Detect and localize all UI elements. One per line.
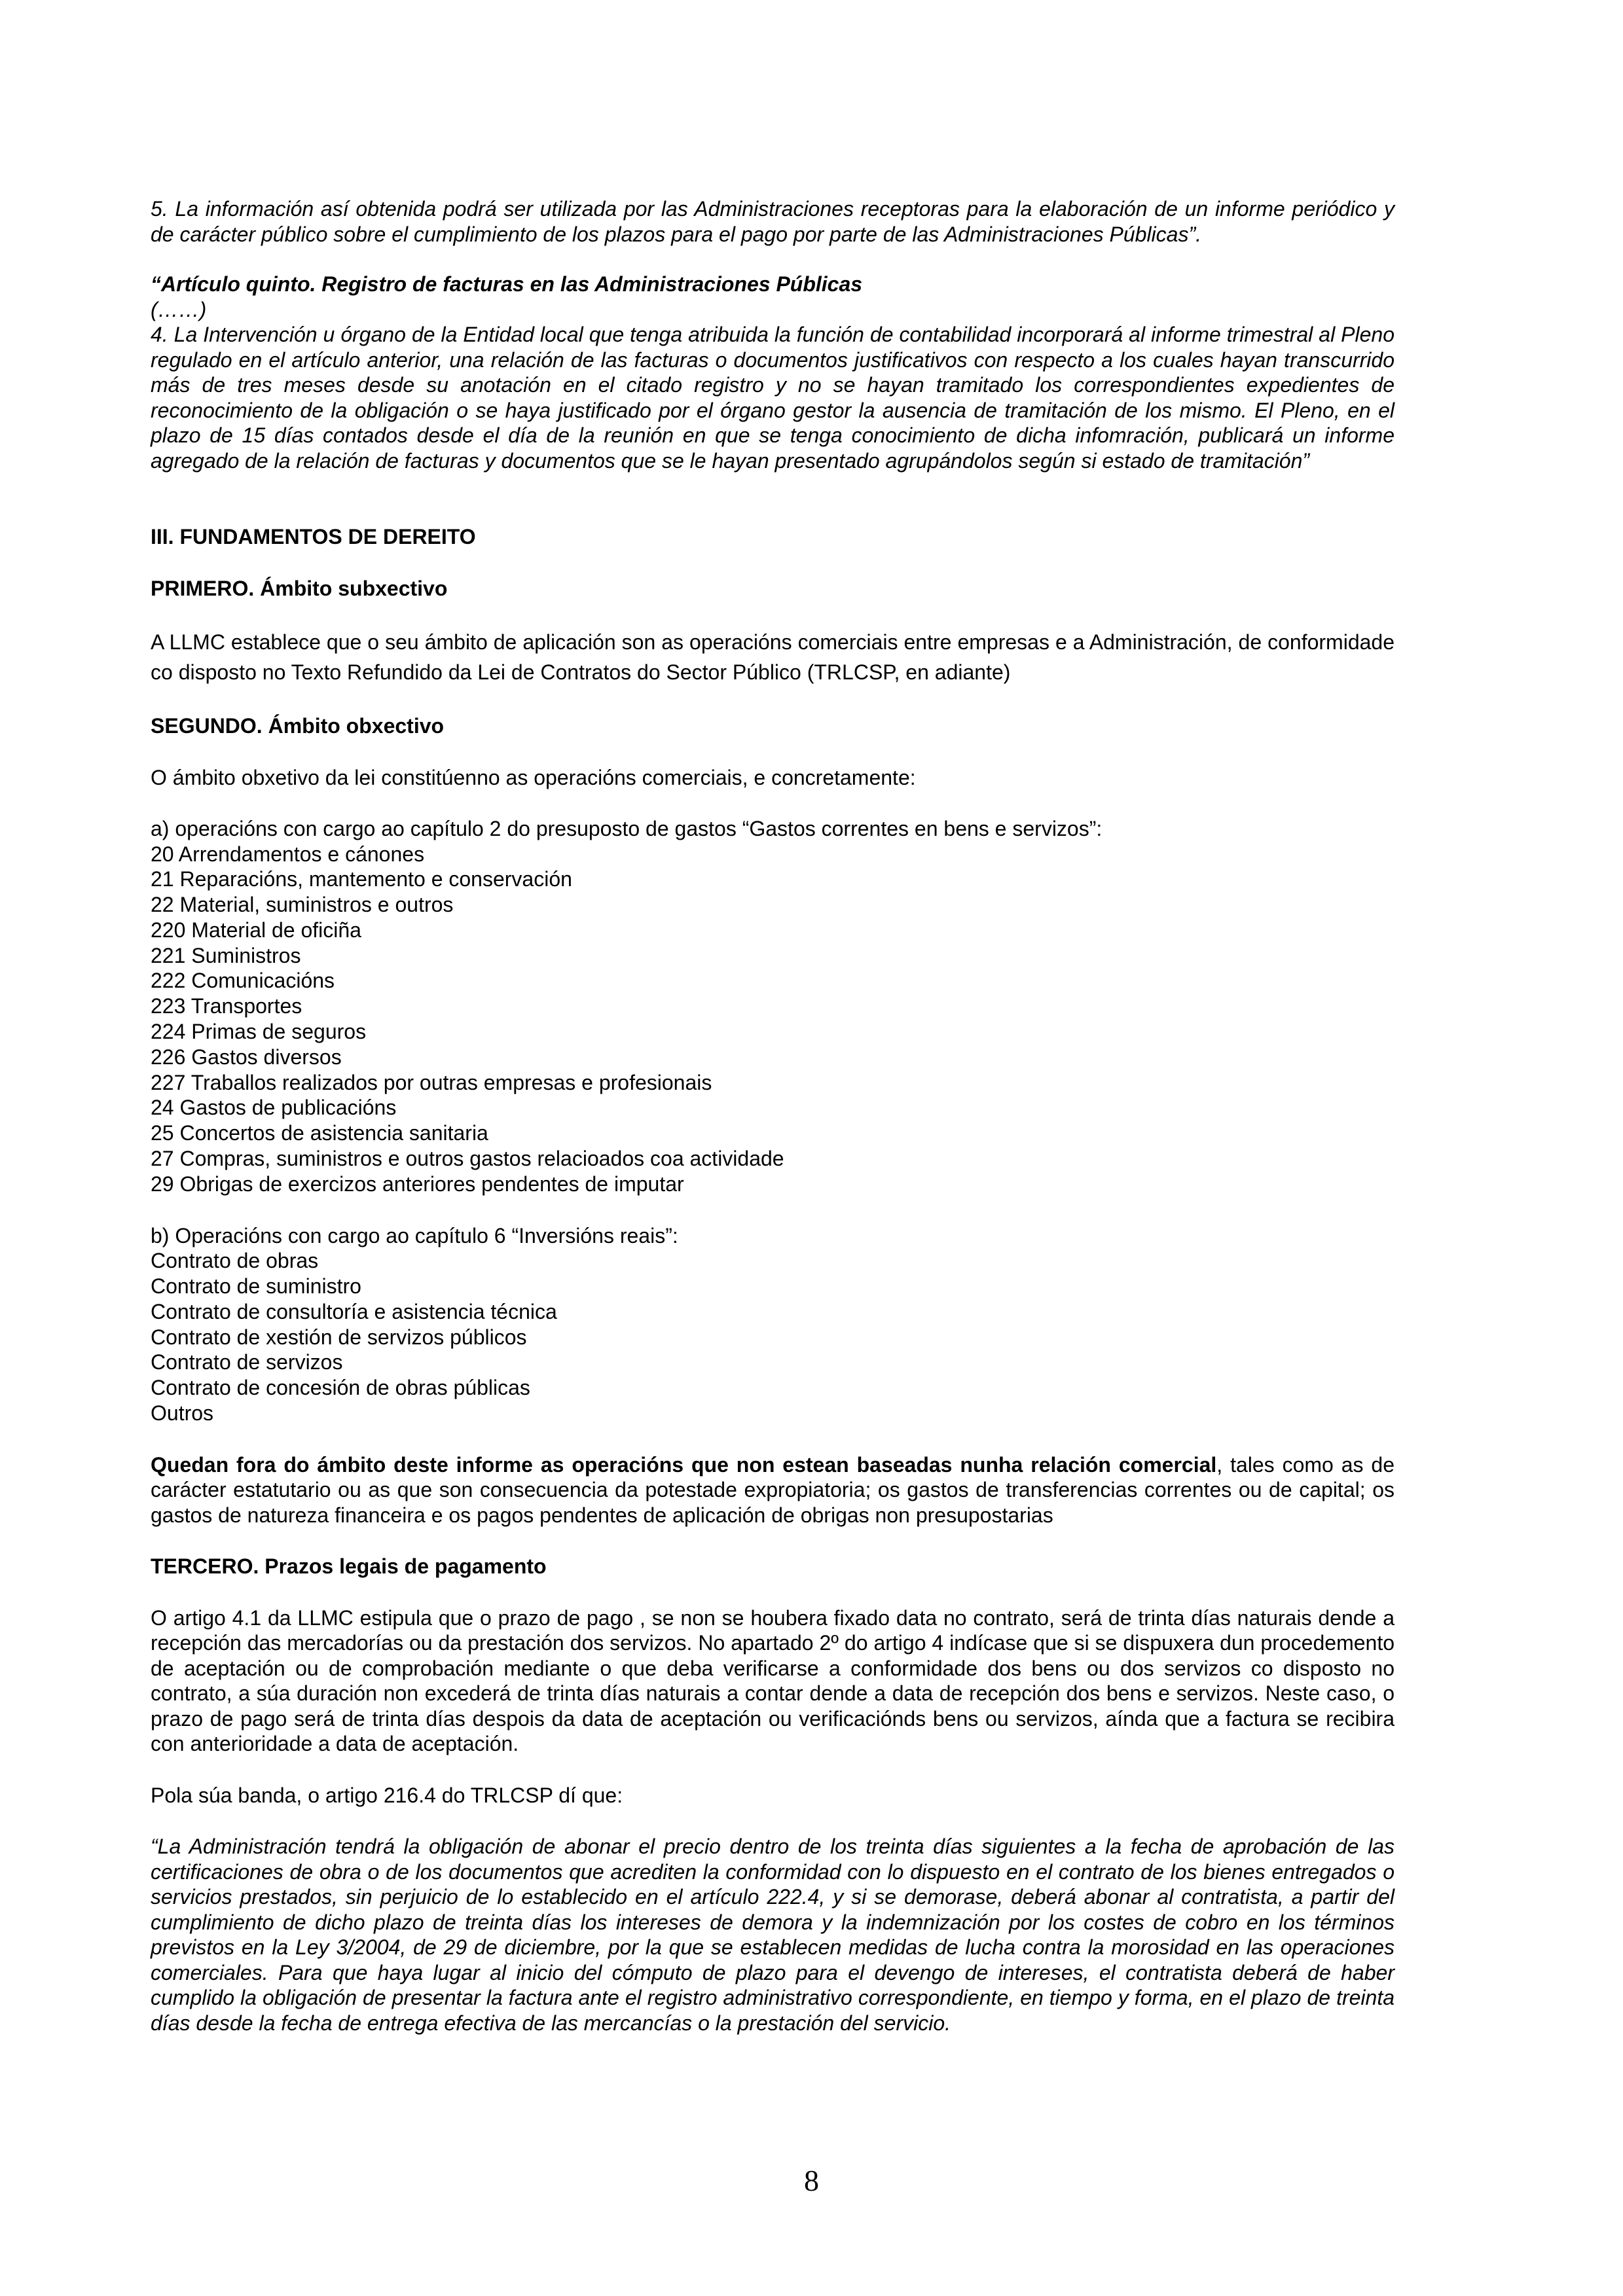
list-item: 29 Obrigas de exercizos anteriores pendentes de imputar	[151, 1172, 684, 1196]
list-item: 223 Transportes	[151, 994, 302, 1018]
list-item: 221 Suministros	[151, 943, 301, 967]
list-item: Contrato de servizos	[151, 1350, 343, 1374]
document-body	[151, 196, 1395, 2036]
trlcsp-quote: “La Administración tendrá la obligación de abonar el precio dentro de los treinta días siguientes a la fecha de aprobación de las certificaciones de obra o de los documentos que acrediten la conformidad con lo dispuesto en el contrato de los bienes entregados o servicios prestados, sin perjuicio de lo establecido en el artículo 222.4, y si se demorase, deberá abonar al contratista, a partir del cumplimiento de dicho plazo de treinta días los intereses de demora y la indemnización por los costes de cobro en los términos previstos en la Ley 3/2004, de 29 de diciembre, por la que se establecen medidas de lucha contra la morosidad en las operaciones comerciales. Para que haya lugar al inicio del cómputo de plazo para el devengo de intereses, el contratista deberá de haber cumplido la obligación de presentar la factura ante el registro administrativo correspondiente, en tiempo y forma, en el plazo de treinta días desde la fecha de entrega efectiva de las mercancías o la prestación del servicio.	[151, 1835, 1395, 2035]
list-item: 27 Compras, suministros e outros gastos relacioados coa actividade	[151, 1147, 784, 1171]
intro-item-5: 5. La información así obtenida podrá ser utilizada por las Administraciones receptoras para la elaboración de un informe periódico y de carácter público sobre el cumplimiento de los plazos para el pago por parte de las Administraciones Públicas”.	[151, 197, 1395, 246]
segundo-intro: O ámbito obxetivo da lei constitúenno as operacións comerciais, e concretamente:	[151, 765, 916, 789]
list-item: Contrato de obras	[151, 1249, 319, 1273]
exclusion-bold: Quedan fora do ámbito deste informe as operacións que non estean baseadas nunha relación comercial	[151, 1452, 1217, 1477]
segundo-b-label: b) Operacións con cargo ao capítulo 6 “Inversións reais”:	[151, 1223, 678, 1247]
capitulo-2-list	[151, 842, 1395, 1197]
list-item: Contrato de xestión de servizos públicos	[151, 1325, 527, 1349]
page-number: 8	[804, 2164, 819, 2197]
list-item: Contrato de suministro	[151, 1274, 361, 1298]
capitulo-6-list	[151, 1248, 1395, 1426]
list-item: 22 Material, suministros e outros	[151, 893, 454, 917]
exclusion-paragraph	[151, 1452, 1395, 1528]
tercero-text-2: Pola súa banda, o artigo 216.4 do TRLCSP dí que:	[151, 1783, 623, 1807]
list-item: 220 Material de oficiña	[151, 918, 361, 942]
list-item: 25 Concertos de asistencia sanitaria	[151, 1121, 488, 1145]
list-item: 227 Traballos realizados por outras empresas e profesionais	[151, 1070, 712, 1094]
list-item: Contrato de consultoría e asistencia técnica	[151, 1299, 557, 1323]
section-title: III. FUNDAMENTOS DE DEREITO	[151, 525, 476, 548]
tercero-text-1: O artigo 4.1 da LLMC estipula que o prazo de pago , se non se houbera fixado data no contrato, será de trinta días naturais dende a recepción das mercadorías ou da prestación dos servizos. No apartado 2º do artigo 4 indícase que si se dispuxera dun procedemento de aceptación ou de comprobación mediante o que deba verificarse a conformidade dos bens ou dos servizos co disposto no contrato, a súa duración non excederá de trinta días naturais a contar dende a data de recepción dos bens e servizos. Neste caso, o prazo de pago será de trinta días despois da data de aceptación ou verificaciónds bens ou servizos, aínda que a factura se recibira con anterioridade a data de aceptación.	[151, 1605, 1395, 1756]
exclusion-rest: , tales como as de carácter estatutario ou as que son consecuencia da potestade expropiatoria; os gastos de transferencias correntes ou de capital; os gastos de natureza financeira e os pagos pendentes de aplicación de obrigas non presupostarias	[151, 1452, 1395, 1527]
list-item: 20 Arrendamentos e cánones	[151, 842, 425, 866]
list-item: 24 Gastos de publicacións	[151, 1096, 397, 1120]
segundo-heading: SEGUNDO. Ámbito obxectivo	[151, 714, 445, 738]
intro-item-4: 4. La Intervención u órgano de la Entidad local que tenga atribuida la función de contabilidad incorporará al informe trimestral al Pleno regulado en el artículo anterior, una relación de las facturas o documentos justificativos con respecto a los cuales hayan transcurrido más de tres meses desde su anotación en el citado registro y no se hayan tramitado los correspondientes expedientes de reconocimiento de la obligación o se haya justificado por el órgano gestor la ausencia de tramitación de los mismo. El Pleno, en el plazo de 15 días contados desde el día de la reunión en que se tenga conocimiento de dicha infomración, publicará un informe agregado de la relación de facturas y documentos que se le hayan presentado agrupándolos según si estado de tramitación”	[151, 323, 1395, 473]
primero-text: A LLMC establece que o seu ámbito de aplicación son as operacións comerciais entre empresas e a Administración, de conformidade co disposto no Texto Refundido da Lei de Contratos do Sector Público (TRLCSP, en adiante)	[151, 630, 1395, 684]
segundo-a-label: a) operacións con cargo ao capítulo 2 do presuposto de gastos “Gastos correntes en bens e servizos”:	[151, 817, 1103, 840]
list-item: 224 Primas de seguros	[151, 1020, 367, 1044]
list-item: Contrato de concesión de obras públicas	[151, 1376, 530, 1400]
ellipsis: (……)	[151, 297, 207, 321]
tercero-heading: TERCERO. Prazos legais de pagamento	[151, 1554, 547, 1579]
list-item: Outros	[151, 1401, 214, 1425]
article-title: “Artículo quinto. Registro de facturas en las Administraciones Públicas	[151, 272, 863, 296]
primero-heading: PRIMERO. Ámbito subxectivo	[151, 576, 448, 600]
list-item: 226 Gastos diversos	[151, 1045, 342, 1069]
list-item: 21 Reparacións, mantemento e conservación	[151, 867, 572, 891]
list-item: 222 Comunicacións	[151, 969, 335, 993]
